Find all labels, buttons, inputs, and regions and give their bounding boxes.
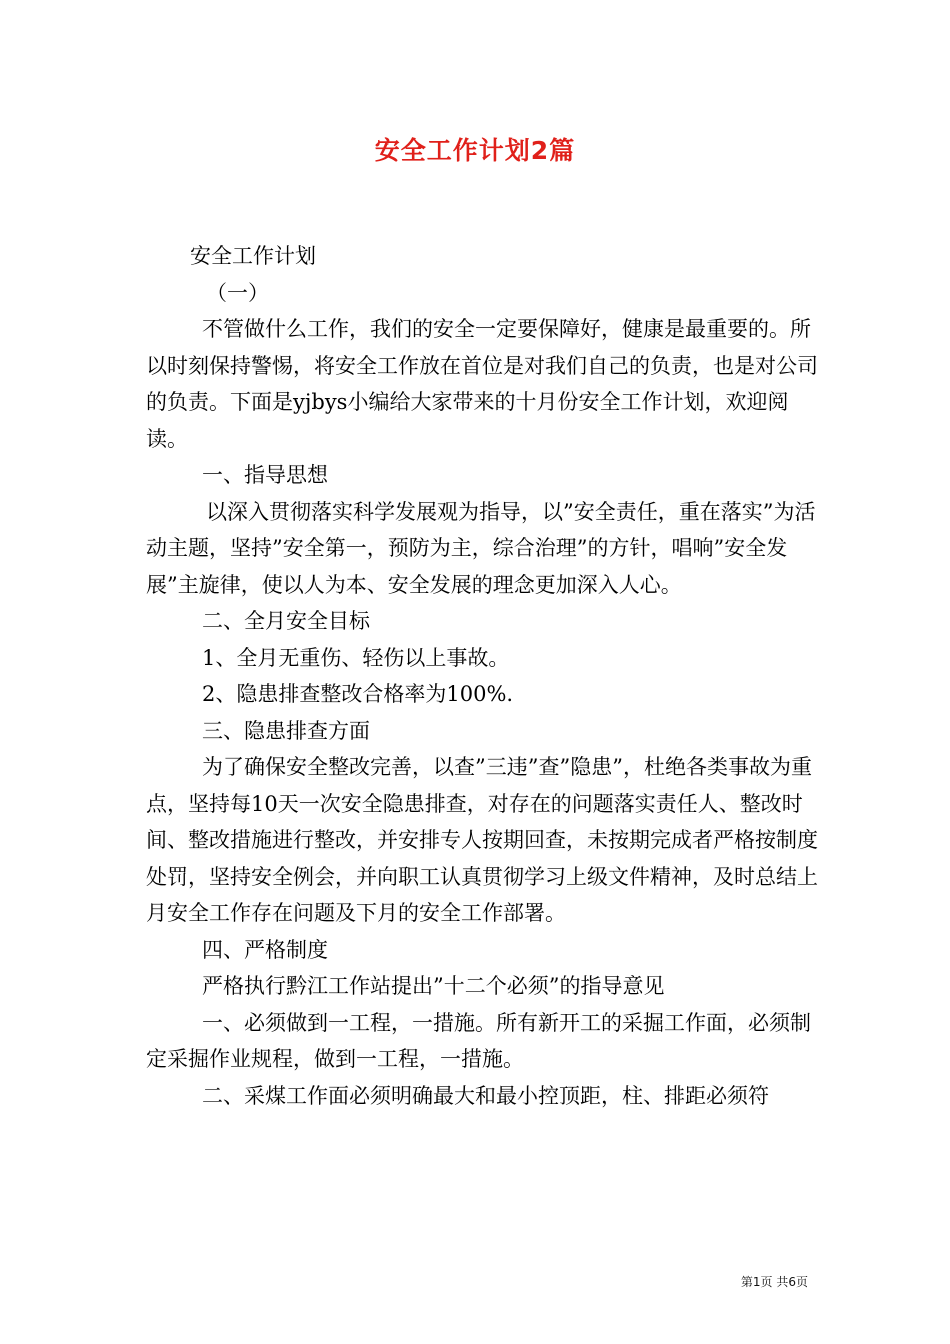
heading-hazard-inspection: 三、隐患排查方面 [202, 718, 370, 743]
rule-item-1: 一、必须做到一工程，一措施。所有新开工的采掘工作面，必须制定采掘作业规程，做到一工程，一措施。 [146, 1010, 811, 1071]
goal-item-2: 2、隐患排查整改合格率为100%. [202, 682, 514, 706]
page-number: 第1页 共6页 [740, 1275, 808, 1289]
heading-monthly-goals: 二、全月安全目标 [202, 609, 370, 633]
section-heading: 安全工作计划 [190, 244, 316, 268]
paragraph-strict-rules: 严格执行黔江工作站提出”十二个必须”的指导意见 [202, 974, 665, 998]
document-title: 安全工作计划2篇 [374, 136, 576, 165]
paragraph-hazard-inspection: 为了确保安全整改完善，以查”三违”查”隐患”，杜绝各类事故为重点，坚持每10天一次安全隐患排查，对存在的问题落实责任人、整改时间、整改措施进行整改，并安排专人按期回查，未按期完成者严格按制度处罚，坚持安全例会，并向职工认真贯彻学习上级文件精神，及时总结上月安全工作存在问题及下月的安全工作部署。 [146, 755, 818, 925]
document-body [146, 238, 818, 1114]
paragraph-intro: 不管做什么工作，我们的安全一定要保障好，健康是最重要的。所以时刻保持警惕，将安全工作放在首位是对我们自己的负责，也是对公司的负责。下面是yjbys小编给大家带来的十月份安全工作计划，欢迎阅读。 [146, 317, 818, 451]
rule-item-2: 二、采煤工作面必须明确最大和最小控顶距，柱、排距必须符 [202, 1083, 769, 1108]
heading-strict-rules: 四、严格制度 [202, 937, 328, 962]
goal-item-1: 1、全月无重伤、轻伤以上事故。 [202, 645, 510, 670]
heading-guiding-ideology: 一、指导思想 [202, 463, 328, 487]
paragraph-guiding-ideology: 以深入贯彻落实科学发展观为指导，以”安全责任，重在落实”为活动主题，坚持”安全第一，预防为主，综合治理”的方针，唱响”安全发展”主旋律，使以人为本、安全发展的理念更加深入人心。 [146, 499, 816, 597]
section-index: （一） [206, 280, 269, 305]
